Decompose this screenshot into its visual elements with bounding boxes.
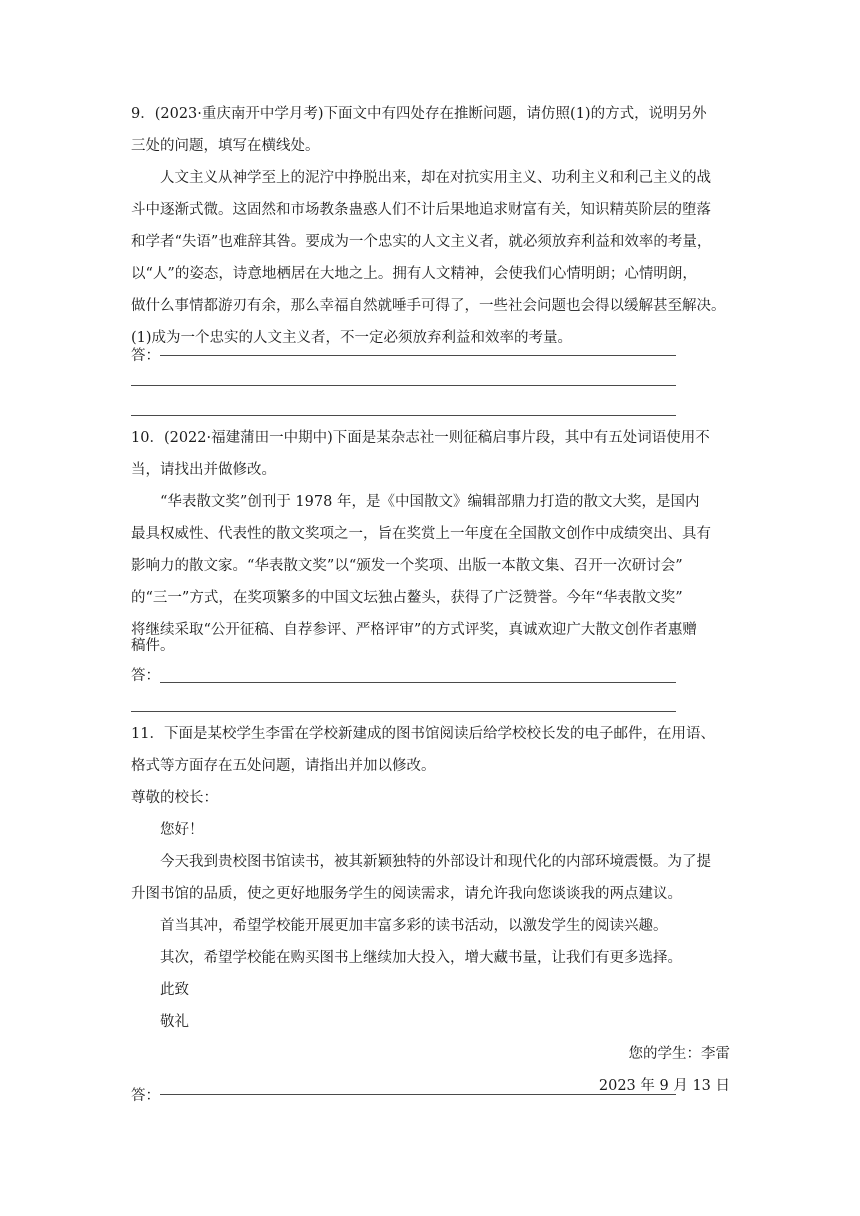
q10-passage-line: 最具权威性、代表性的散文奖项之一，旨在奖赏上一年度在全国散文创作中成绩突出、具有 [131,526,711,542]
q9-passage-line: 以“人”的姿态，诗意地栖居在大地之上。拥有人文精神，会使我们心情明朗；心情明朗， [131,266,697,282]
q11-email-signature: 您的学生：李雷 [628,1046,730,1062]
q11-email-greeting: 您好！ [160,822,204,838]
q9-answer-blank-3[interactable] [131,415,676,416]
q10-stem-line2: 当，请找出并做修改。 [131,462,276,478]
q11-stem-line2: 格式等方面存在五处问题，请指出并加以修改。 [131,758,436,774]
q10-passage-line: 影响力的散文家。“华表散文奖”以“颁发一个奖项、出版一本散文集、召开一次研讨会” [131,558,683,574]
q9-passage-line: 斗中逐渐式微。这固然和市场教条蛊惑人们不计后果地追求财富有关，知识精英阶层的堕落 [131,202,711,218]
q9-passage-line: 做什么事情都游刃有余，那么幸福自然就唾手可得了，一些社会问题也会得以缓解甚至解决。 [131,298,726,314]
q9-example-answer: (1)成为一个忠实的人文主义者，不一定必须放弃利益和效率的考量。 [131,330,573,346]
q11-email-body-line: 首当其冲，希望学校能开展更加丰富多彩的读书活动，以激发学生的阅读兴趣。 [160,918,668,934]
q11-email-body-line: 升图书馆的品质，使之更好地服务学生的阅读需求，请允许我向您谈谈我的两点建议。 [131,886,682,902]
q11-email-body-line: 今天我到贵校图书馆读书，被其新颖独特的外部设计和现代化的内部环境震慑。为了提 [160,854,711,870]
q9-answer-blank-2[interactable] [131,385,676,386]
q10-passage-line: 的“三一”方式，在奖项繁多的中国文坛独占鳌头，获得了广泛赞誉。今年“华表散文奖” [131,590,683,606]
q10-passage-line: 稿件。 [131,638,175,654]
q11-email-body-line: 其次，希望学校能在购买图书上继续加大投入，增大藏书量，让我们有更多选择。 [160,950,682,966]
q11-stem-line1: 11．下面是某校学生李雷在学校新建成的图书馆阅读后给学校校长发的电子邮件，在用语、 [131,726,715,742]
q11-answer-label: 答： [131,1088,160,1104]
q11-email-date: 2023 年 9 月 13 日 [598,1078,730,1094]
q10-answer-blank-1[interactable] [160,682,676,683]
q10-answer-label: 答： [131,668,160,684]
q11-email-salutation: 尊敬的校长： [131,790,218,806]
q9-answer-blank-1[interactable] [160,355,676,356]
q9-stem-line1: 9．(2023·重庆南开中学月考)下面文中有四处存在推断问题，请仿照(1)的方式，说明另外 [131,106,707,122]
q9-stem-line2: 三处的问题，填写在横线处。 [131,138,320,154]
q9-passage-line: 人文主义从神学至上的泥泞中挣脱出来，却在对抗实用主义、功利主义和利己主义的战 [160,170,711,186]
q10-passage-line: 将继续采取“公开征稿、自荐参评、严格评审”的方式评奖，真诚欢迎广大散文创作者惠赠 [131,622,697,638]
q10-passage-line: “华表散文奖”创刊于 1978 年，是《中国散文》编辑部鼎力打造的散文大奖，是国内 [160,494,700,510]
q11-answer-blank-1[interactable] [160,1094,676,1095]
q9-passage-line: 和学者“失语”也难辞其咎。要成为一个忠实的人文主义者，就必须放弃利益和效率的考量， [131,234,712,250]
q11-email-closing-1: 此致 [160,982,189,998]
q10-answer-blank-2[interactable] [131,711,676,712]
q11-email-closing-2: 敬礼 [160,1014,189,1030]
q10-stem-line1: 10．(2022·福建蒲田一中期中)下面是某杂志社一则征稿启事片段，其中有五处词语使用不 [131,430,710,446]
q9-answer-label: 答： [131,348,160,364]
